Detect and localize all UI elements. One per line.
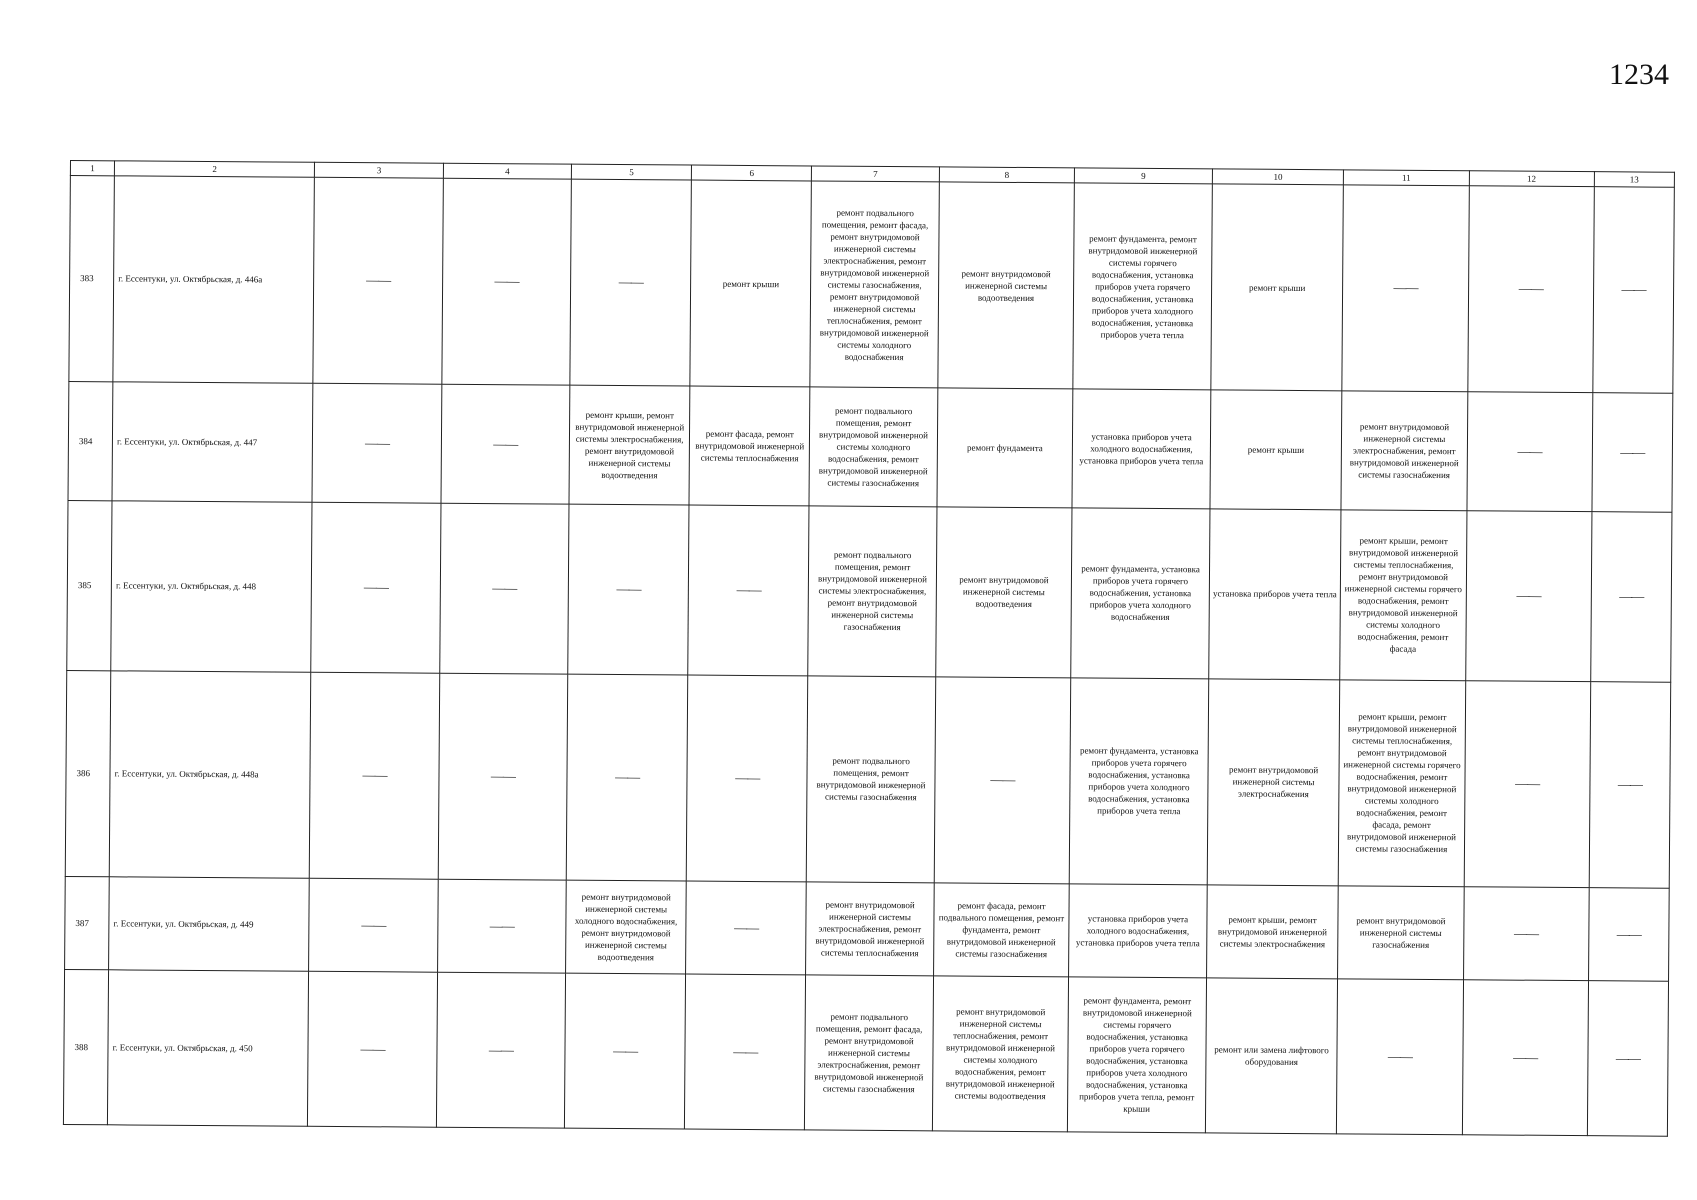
address-cell: г. Ессентуки, ул. Октябрьская, д. 450 [108, 970, 309, 1126]
column-number-9: 9 [1075, 168, 1213, 184]
table-row [65, 670, 1670, 888]
column-number-12: 12 [1469, 171, 1594, 187]
address-cell: г. Ессентуки, ул. Октябрьская, д. 448 [111, 501, 312, 673]
column-number-1: 1 [70, 161, 114, 176]
row-number: 384 [68, 382, 113, 501]
empty-dash-cell: —— [1465, 510, 1592, 681]
work-type-cell: ремонт внутридомовой инженерной системы холодного водоснабжения, ремонт внутридомовой инженерной системы водоотведения [566, 880, 687, 974]
empty-dash-cell: —— [1588, 888, 1669, 982]
row-number: 388 [63, 970, 108, 1125]
work-type-cell: установка приборов учета тепла [1209, 509, 1342, 680]
empty-dash-cell: —— [570, 179, 692, 386]
empty-dash-cell: —— [1589, 681, 1671, 888]
empty-dash-cell: —— [308, 972, 437, 1128]
empty-dash-cell: —— [1587, 981, 1668, 1136]
work-type-cell: ремонт фундамента [937, 388, 1073, 507]
column-number-7: 7 [812, 166, 939, 182]
empty-dash-cell: —— [1462, 980, 1588, 1136]
empty-dash-cell: —— [1337, 979, 1463, 1135]
empty-dash-cell: —— [686, 675, 808, 882]
empty-dash-cell: —— [688, 505, 809, 676]
empty-dash-cell: —— [1464, 681, 1591, 888]
work-type-cell: ремонт фасада, ремонт подвального помещения, ремонт фундамента, ремонт внутридомовой инженерной системы газоснабжения [933, 883, 1069, 977]
column-number-11: 11 [1344, 170, 1469, 186]
work-type-cell: установка приборов учета холодного водоснабжения, установка приборов учета тепла [1072, 389, 1210, 508]
page-number: 1234 [1609, 58, 1669, 91]
empty-dash-cell: —— [310, 672, 440, 879]
work-type-cell: ремонт крыши [1210, 390, 1342, 509]
work-type-cell: ремонт внутридомовой инженерной системы электроснабжения, ремонт внутридомовой инженерной системы теплоснабжения [806, 882, 934, 976]
column-number-4: 4 [443, 163, 571, 179]
work-type-cell: ремонт подвального помещения, ремонт внутридомовой инженерной системы электроснабжения, ремонт внутридомовой инженерной системы газоснабжения [808, 506, 937, 677]
empty-dash-cell: —— [686, 881, 807, 975]
empty-dash-cell: —— [565, 973, 686, 1129]
work-type-cell: ремонт подвального помещения, ремонт внутридомовой инженерной системы холодного водоснабжения, ремонт внутридомовой инженерной системы газоснабжения [809, 387, 937, 506]
table-row [67, 500, 1672, 682]
column-number-3: 3 [315, 162, 443, 178]
table-row [63, 970, 1668, 1136]
work-type-cell: ремонт крыши, ремонт внутридомовой инженерной системы электроснабжения [1206, 885, 1338, 979]
empty-dash-cell: —— [311, 502, 441, 673]
work-type-cell: ремонт крыши, ремонт внутридомовой инженерной системы электроснабжения, ремонт внутридомовой инженерной системы водоотведения [569, 385, 690, 504]
empty-dash-cell: —— [1591, 511, 1672, 682]
work-type-cell: ремонт внутридомовой инженерной системы теплоснабжения, ремонт внутридомовой инженерной системы холодного водоснабжения, ремонт внутридомовой инженерной системы водоотведения [932, 976, 1069, 1132]
address-cell: г. Ессентуки, ул. Октябрьская, д. 446а [113, 176, 315, 384]
empty-dash-cell: —— [1463, 887, 1589, 981]
work-type-cell: ремонт внутридомовой инженерной системы электроснабжения, ремонт внутридомовой инженерной системы газоснабжения [1341, 391, 1467, 510]
row-number: 387 [65, 877, 110, 971]
column-number-10: 10 [1212, 169, 1344, 185]
document-sheet [63, 160, 1675, 1137]
empty-dash-cell: —— [934, 677, 1071, 884]
empty-dash-cell: —— [566, 674, 688, 881]
empty-dash-cell: —— [309, 878, 438, 972]
empty-dash-cell: —— [436, 972, 565, 1128]
address-cell: г. Ессентуки, ул. Октябрьская, д. 449 [109, 877, 310, 972]
address-cell: г. Ессентуки, ул. Октябрьская, д. 447 [112, 382, 313, 502]
work-type-cell: ремонт внутридомовой инженерной системы водоотведения [938, 182, 1075, 389]
column-number-5: 5 [571, 164, 691, 180]
empty-dash-cell: —— [1593, 187, 1675, 394]
work-type-cell: ремонт или замена лифтового оборудования [1205, 978, 1338, 1134]
table-row [69, 176, 1674, 394]
table-row [65, 877, 1670, 982]
work-type-cell: ремонт фундамента, установка приборов учета горячего водоснабжения, установка приборов учета холодного водоснабжения [1071, 508, 1210, 679]
work-type-cell: установка приборов учета холодного водоснабжения, установка приборов учета тепла [1069, 884, 1207, 978]
work-type-cell: ремонт фасада, ремонт внутридомовой инженерной системы теплоснабжения [689, 386, 810, 505]
work-type-cell: ремонт крыши [1211, 184, 1344, 391]
work-type-cell: ремонт фундамента, установка приборов учета горячего водоснабжения, установка приборов учета холодного водоснабжения, установка приборов учета тепла [1069, 678, 1208, 885]
empty-dash-cell: —— [1467, 392, 1593, 511]
work-type-cell: ремонт фундамента, ремонт внутридомовой инженерной системы горячего водоснабжения, установка приборов учета горячего водоснабжения, установка приборов учета холодного водоснабжения, установка приборов учета тепла, ремонт крыши [1068, 977, 1207, 1133]
empty-dash-cell: —— [439, 503, 569, 674]
work-type-cell: ремонт внутридомовой инженерной системы газоснабжения [1338, 886, 1464, 980]
empty-dash-cell: —— [437, 879, 566, 973]
table-body [63, 176, 1674, 1137]
work-type-cell: ремонт подвального помещения, ремонт фасада, ремонт внутридомовой инженерной системы электроснабжения, ремонт внутридомовой инженерной системы газоснабжения, ремонт внутридомовой инженерной системы теплоснабжения, ремонт внутридомовой инженерной системы холодного водоснабжения [810, 181, 939, 388]
address-cell: г. Ессентуки, ул. Октябрьская, д. 448а [109, 671, 311, 879]
empty-dash-cell: —— [1342, 185, 1469, 392]
column-number-2: 2 [115, 161, 315, 177]
empty-dash-cell: —— [438, 673, 568, 880]
work-type-cell: ремонт внутридомовой инженерной системы электроснабжения [1207, 679, 1340, 886]
work-type-cell: ремонт крыши, ремонт внутридомовой инженерной системы теплоснабжения, ремонт внутридомовой инженерной системы горячего водоснабжения, ремонт внутридомовой инженерной системы холодного водоснабжения, ремонт фасада [1340, 510, 1467, 681]
row-number: 385 [67, 500, 112, 670]
empty-dash-cell: —— [568, 504, 689, 675]
table-row [68, 382, 1673, 512]
empty-dash-cell: —— [685, 974, 806, 1130]
work-type-cell: ремонт крыши [690, 180, 812, 387]
empty-dash-cell: —— [313, 177, 443, 384]
empty-dash-cell: —— [442, 178, 572, 385]
column-number-13: 13 [1594, 172, 1674, 188]
empty-dash-cell: —— [1592, 393, 1673, 512]
row-number: 383 [69, 176, 115, 383]
work-type-cell: ремонт фундамента, ремонт внутридомовой инженерной системы горячего водоснабжения, установка приборов учета горячего водоснабжения, установка приборов учета холодного водоснабжения, установка приборов учета тепла [1073, 183, 1212, 390]
capital-repair-table [63, 160, 1675, 1137]
empty-dash-cell: —— [441, 384, 570, 503]
column-number-6: 6 [692, 165, 812, 181]
work-type-cell: ремонт подвального помещения, ремонт фасада, ремонт внутридомовой инженерной системы электроснабжения, ремонт внутридомовой инженерной системы газоснабжения [805, 975, 933, 1131]
column-number-8: 8 [939, 167, 1075, 183]
work-type-cell: ремонт крыши, ремонт внутридомовой инженерной системы теплоснабжения, ремонт внутридомовой инженерной системы горячего водоснабжения, ремонт внутридомовой инженерной системы холодного водоснабжения, ремонт фасада, ремонт внутридомовой инженерной системы газоснабжения [1338, 680, 1465, 887]
empty-dash-cell: —— [312, 384, 441, 503]
empty-dash-cell: —— [1467, 186, 1594, 393]
row-number: 386 [65, 670, 111, 877]
work-type-cell: ремонт подвального помещения, ремонт внутридомовой инженерной системы газоснабжения [807, 676, 936, 883]
work-type-cell: ремонт внутридомовой инженерной системы водоотведения [935, 507, 1072, 678]
